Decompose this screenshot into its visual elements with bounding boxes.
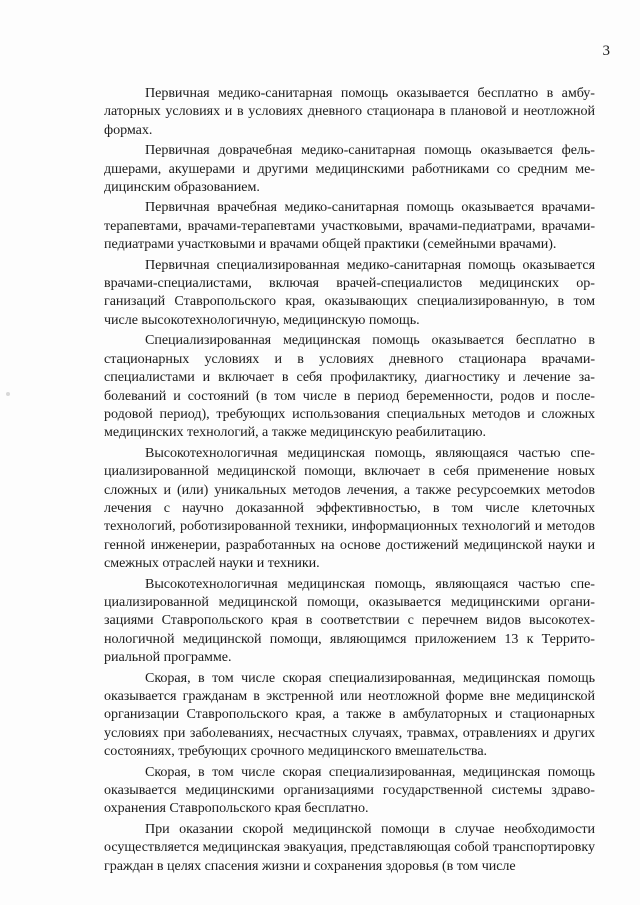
paragraph-primary-care: Первичная медико-санитарная помощь оказывается бесплатно в амбулаторных условиях и в условиях дневного стационара в плановой и неотложной формах. <box>104 85 595 138</box>
paragraph-specialized-care: Специализированная медицинская помощь оказывается бесплатно в стационарных условиях и в условиях дневного стационара врачами-специалистами и включает в себя профилактику, диагностику и лечение заболеваний и состояний (в том числе в период беременности, родов и послеродовой период), требующих использования специальных методов и сложных медицинских технологий, а также медицинскую реабилитацию. <box>104 332 595 441</box>
paragraph-emergency-care: Скорая, в том числе скорая специализированная, медицинская помощь оказывается гражданам в экстренной или неотложной форме вне медицинской организации Ставропольского края, а также в амбулаторных и стационарных условиях при заболеваниях, несчастных случаях, травмах, отравлениях и других состояниях, требующих срочного медицинского вмешательства. <box>104 669 595 760</box>
paragraph-physician-care: Первичная врачебная медико-санитарная помощь оказывается врачами-терапевтами, врачами-терапевтами участковыми, врачами-педиатрами, врачами-педиатрами участковыми и врачами общей практики (семейными врачами). <box>104 199 595 253</box>
paragraph-high-tech-care-definition: Высокотехнологичная медицинская помощь, являющаяся частью специализированной медицинской помощи, включает в себя применение новых сложных и (или) уникальных методов лечения, а также ресурсоемких метоdов лечения с научно доказанной эффективностью, в том числе клеточных технологий, роботизированной техники, информационных технологий и методов генной инженерии, разработанных на основе достижений медицинской науки и смежных отраслей науки и техники. <box>104 444 595 572</box>
page-number: 3 <box>602 43 610 59</box>
scan-edge-mark <box>6 392 10 396</box>
paragraph-pre-medical-care: Первичная доврачебная медико-санитарная помощь оказывается фельдшерами, акушерами и другими медицинскими работниками со средним медицинским образованием. <box>104 142 595 196</box>
paragraph-specialized-primary-care: Первичная специализированная медико-санитарная помощь оказывается врачами-специалистами, включая врачей-специалистов медицинских организаций Ставропольского края, оказывающих специализированную, в том числе высокотехнологичную, медицинскую помощь. <box>104 256 595 328</box>
paragraph-medical-evacuation: При оказании скорой медицинской помощи в случае необходимости осуществляется медицинская эвакуация, представляющая собой транспортировку граждан в целях спасения жизни и сохранения здоровья (в том числе <box>104 820 595 874</box>
paragraph-high-tech-care-provision: Высокотехнологичная медицинская помощь, являющаяся частью специализированной медицинской помощи, оказывается медицинскими организациями Ставропольского края в соответствии с перечнем видов высокотехнологичной медицинской помощи, являющимся приложением 13 к Территориальной программе. <box>104 575 595 666</box>
paragraph-emergency-care-free: Скорая, в том числе скорая специализированная, медицинская помощь оказывается медицинскими организациями государственной системы здравоохранения Ставропольского края бесплатно. <box>104 763 595 817</box>
document-body <box>104 84 595 877</box>
